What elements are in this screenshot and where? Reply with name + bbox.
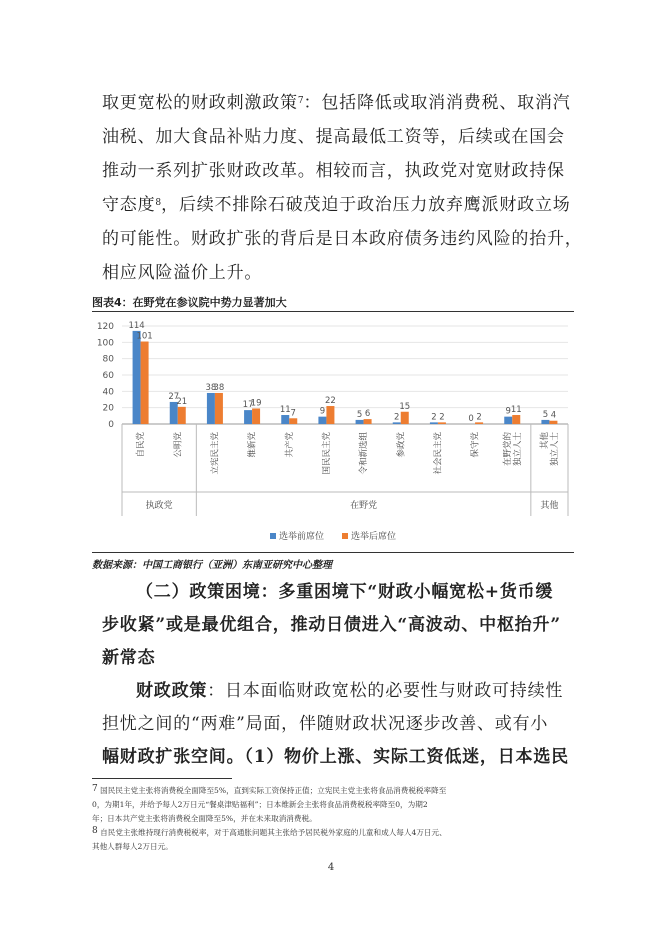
bar	[541, 420, 549, 424]
footnotes	[92, 784, 574, 854]
group-label: 执政党	[145, 501, 173, 511]
heading-line: 新常态	[102, 648, 156, 668]
heading-line: 步收紧”或是最优组合，推动日债进入“高波动、中枢抬升”	[102, 615, 561, 635]
para-line: 取更宽松的财政刺激政策$^7$：包括降低或取消消费税、取消汽	[102, 93, 571, 113]
fiscal-lead: 财政政策	[136, 681, 208, 701]
data-label: 22	[325, 396, 336, 407]
legend-label: 选举后席位	[351, 532, 397, 542]
data-label: 2	[394, 412, 400, 423]
category-label: 维新党	[247, 432, 258, 458]
category-label: 令和新选组	[359, 432, 370, 475]
footnote-line: 0，为期1年，并给予每人2万日元“餐桌津贴福利”；日本维新会主张将食品消费税税率降至0，为期2	[92, 800, 428, 809]
para-line: 的可能性。财政扩张的背后是日本政府债务违约风险的抬升，	[102, 229, 583, 249]
section-heading	[102, 576, 574, 675]
data-label: 27	[168, 391, 180, 402]
data-label: 11	[510, 405, 522, 416]
figure-source: 数据来源：中国工商银行（亚洲）东南亚研究中心整理	[92, 560, 332, 571]
category-label: 共产党	[284, 432, 295, 458]
category-label: 独立人士	[512, 432, 523, 467]
seat-chart	[92, 314, 574, 552]
data-label: 17	[242, 400, 254, 411]
data-label: 5	[356, 409, 363, 420]
group-label: 在野党	[350, 501, 378, 511]
data-label: 38	[205, 382, 217, 393]
bar	[289, 418, 297, 424]
footnote-line: $^8$ 自民党主张维持现行消费税税率，对于高通胀问题其主张给予居民税外家庭的儿童和成人每人4万日元、	[92, 826, 447, 837]
para-line: 油税、加大食品补贴力度、提高最低工资等，后续或在国会	[102, 127, 565, 147]
category-label: 自民党	[136, 432, 147, 458]
category-label: 在野党的	[502, 432, 513, 467]
figure-bottom-rule	[92, 552, 574, 553]
data-label: 19	[250, 398, 262, 409]
y-tick-label: 80	[102, 354, 114, 365]
category-label: 公明党	[173, 432, 184, 458]
figure-title: 图表4：在野党在参议院中势力显著加大	[92, 296, 287, 309]
para-line: 相应风险溢价上升。	[102, 263, 263, 283]
data-label: 38	[213, 382, 225, 393]
data-label: 4	[550, 410, 557, 421]
y-tick-label: 100	[96, 338, 114, 349]
y-tick-label: 120	[96, 322, 114, 332]
data-label: 5	[542, 409, 549, 420]
page-number: 4	[327, 862, 335, 873]
bar	[393, 422, 401, 424]
bar	[430, 422, 438, 424]
para-line: 幅财政扩张空间。（1）物价上涨、实际工资低迷，日本选民	[102, 747, 569, 767]
bar	[318, 417, 326, 424]
para-line: 财政政策：日本面临财政宽松的必要性与财政可持续性	[136, 681, 564, 701]
legend-label: 选举前席位	[279, 532, 325, 542]
bar	[215, 393, 223, 424]
category-label: 国民民主党	[321, 432, 332, 475]
footnote-line: 年；日本共产党主张将消费税全面降至5%，并在未来取消消费税。	[92, 814, 317, 823]
intro-paragraph	[102, 86, 583, 290]
data-label: 9	[505, 406, 511, 417]
bar	[549, 421, 557, 424]
fiscal-paragraph	[102, 675, 574, 774]
para-line: 担忧之间的“两难”局面，伴随财政状况逐步改善、或有小	[102, 714, 549, 734]
y-tick-label: 0	[108, 420, 114, 430]
bar	[512, 415, 520, 424]
footnote-line: 其他人群每人2万日元。	[92, 842, 173, 851]
heading-line: （二）政策困境：多重困境下“财政小幅宽松+货币缓	[136, 582, 554, 602]
footnote-mark-7: 7	[92, 784, 98, 794]
footnote-rule	[92, 778, 232, 779]
bar	[356, 420, 364, 424]
data-label: 7	[290, 408, 296, 419]
category-label: 社会民主党	[433, 432, 444, 475]
bar	[475, 422, 483, 424]
data-label: 2	[431, 412, 437, 423]
para-line: 推动一系列扩张财政改革。相较而言，执政党对宽财政持保	[102, 161, 565, 181]
data-label: 11	[279, 405, 291, 416]
footnote-ref-8[interactable]: 8	[155, 198, 162, 208]
category-label: 保守党	[470, 432, 481, 458]
bar	[281, 415, 289, 424]
bar	[401, 412, 409, 424]
legend-swatch	[270, 533, 276, 539]
figure-top-rule	[92, 311, 574, 312]
category-label: 其他	[539, 432, 550, 450]
footnote-line: $^7$ 国民民主党主张将消费税全面降至5%，直到实际工资保持正值；立宪民主党主张将食品消费税税率降至	[92, 784, 447, 795]
data-label: 15	[399, 401, 411, 412]
group-label: 其他	[540, 501, 559, 511]
bar	[438, 422, 446, 424]
bar	[364, 419, 372, 424]
data-label: 114	[128, 320, 145, 331]
bar	[244, 410, 252, 424]
bar	[133, 331, 141, 424]
data-label: 6	[364, 409, 371, 420]
legend-swatch	[342, 533, 348, 539]
bar	[504, 417, 512, 424]
category-label: 立宪民主党	[210, 432, 221, 475]
footnote-mark-8: 8	[92, 826, 98, 836]
y-tick-label: 40	[102, 387, 114, 398]
category-label: 参政党	[396, 432, 407, 458]
data-label: 0	[468, 414, 474, 424]
bar	[326, 406, 334, 424]
y-tick-label: 20	[102, 403, 114, 414]
footnote-ref-7[interactable]: 7	[297, 96, 304, 106]
data-label: 2	[476, 412, 482, 423]
data-label: 9	[319, 406, 326, 417]
bar	[178, 407, 186, 424]
y-tick-label: 60	[102, 371, 114, 381]
bar	[207, 393, 215, 424]
data-label: 21	[176, 396, 188, 407]
para-line: 守态度$^8$，后续不排除石破茂迫于政治压力放弃鹰派财政立场	[102, 195, 571, 215]
bar	[141, 342, 149, 424]
data-label: 2	[439, 412, 445, 423]
data-label: 101	[136, 331, 153, 342]
bar	[252, 408, 260, 424]
category-label: 独立人士	[549, 432, 560, 467]
